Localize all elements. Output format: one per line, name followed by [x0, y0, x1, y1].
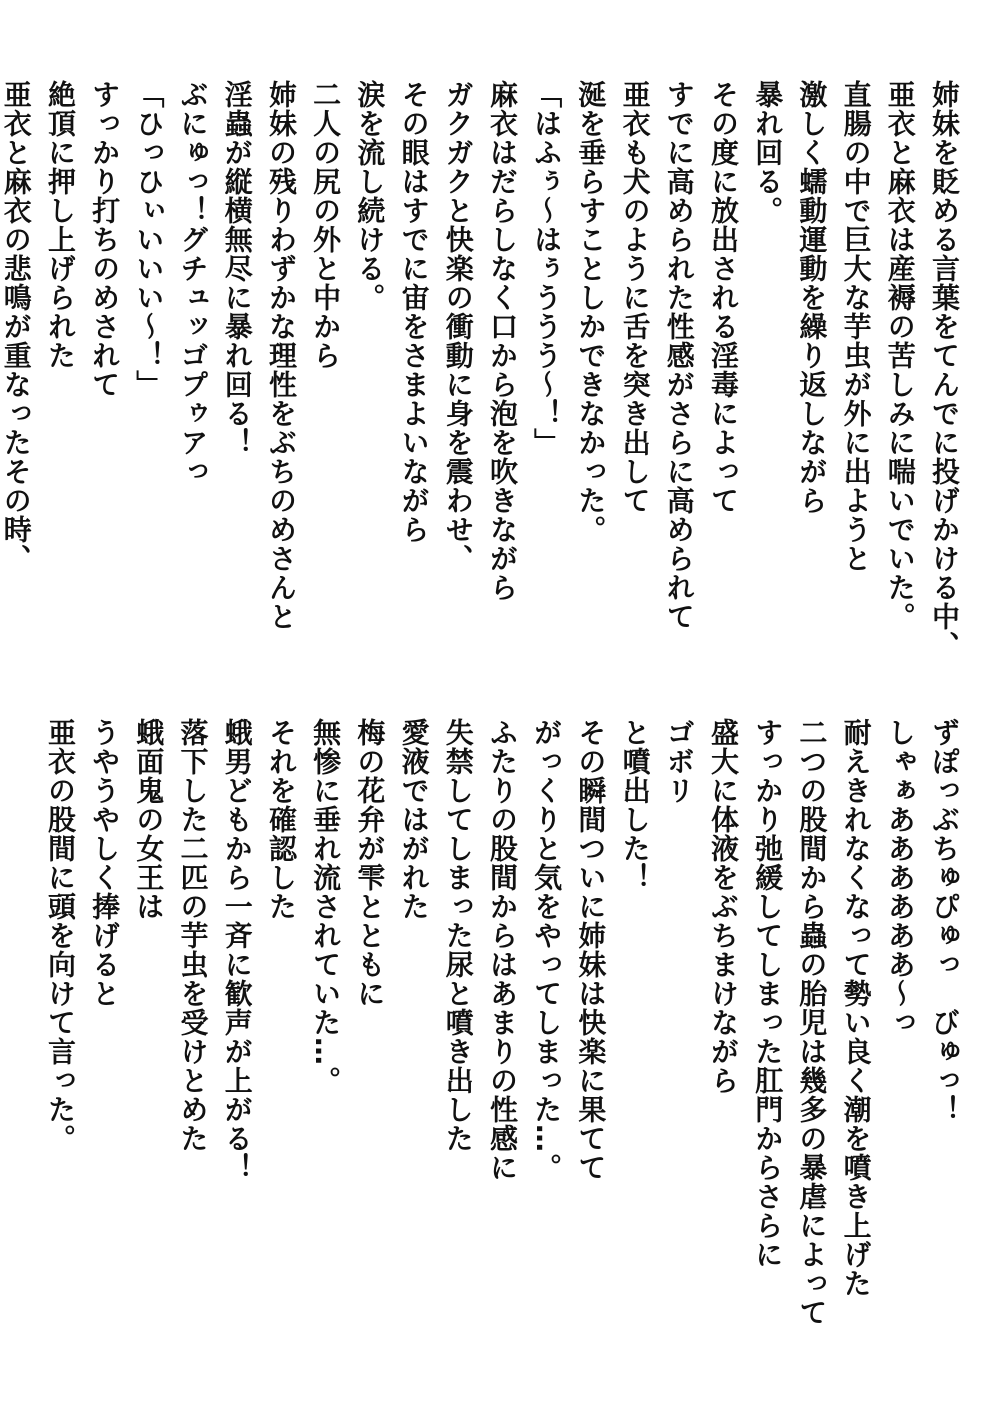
text-line: ふたりの股間からはあまりの性感に [485, 718, 519, 1182]
text-line: と噴出した！ [618, 718, 652, 892]
text-line: 蛾面鬼の女王は [132, 718, 166, 921]
text-line: 涙を流し続ける。 [353, 80, 387, 312]
text-line: 暴れ回る。 [751, 80, 785, 225]
text-line: すっかり弛緩してしまった肛門からさらに [751, 718, 785, 1269]
text-line: 亜衣も犬のように舌を突き出して [618, 80, 652, 515]
text-line: 蛾男どもから一斉に歓声が上がる！ [220, 718, 254, 1182]
text-line: ずぽっぶちゅぴゅっ びゅっ！ [928, 718, 961, 1124]
text-line: 失禁してしまった尿と噴き出した [441, 718, 475, 1153]
text-line: 激しく蠕動運動を繰り返しながら [795, 80, 829, 515]
text-line: 「ひっひぃいいい～！」 [132, 80, 166, 399]
text-line: すっかり打ちのめされて [88, 80, 122, 399]
text-line: 絶頂に押し上げられた [43, 80, 77, 370]
text-line: その眼はすでに宙をさまよいながら [397, 80, 431, 544]
text-line: すでに高められた性感がさらに高められて [662, 80, 696, 631]
text-line: それを確認した [264, 718, 298, 921]
text-line: 亜衣と麻衣は産褥の苦しみに喘いでいた。 [883, 80, 917, 631]
text-line: 淫蟲が縦横無尽に暴れ回る！ [220, 80, 254, 457]
text-line: 亜衣の股間に頭を向けて言った。 [43, 718, 77, 1153]
text-line: 愛液ではがれた [397, 718, 431, 921]
text-line: 落下した二匹の芋虫を受けとめた [176, 718, 210, 1153]
text-line: 姉妹の残りわずかな理性をぶちのめさんと [264, 80, 298, 631]
text-line: 直腸の中で巨大な芋虫が外に出ようと [839, 80, 873, 573]
text-line: がっくりと気をやってしまった…。 [530, 718, 564, 1182]
text-line: 涎を垂らすことしかできなかった。 [574, 80, 608, 544]
text-line: 無惨に垂れ流されていた…。 [309, 718, 343, 1095]
text-line: しゃぁああああああ～っ [883, 718, 917, 1037]
text-line: ガクガクと快楽の衝動に身を震わせ、 [441, 80, 475, 573]
text-line: その度に放出される淫毒によって [706, 80, 740, 515]
text-line: 麻衣はだらしなく口から泡を吹きながら [485, 80, 519, 602]
text-line: うやうやしく捧げると [88, 718, 122, 1008]
text-line: その瞬間ついに姉妹は快楽に果てて [574, 718, 608, 1182]
narration-block-top [0, 80, 966, 660]
text-line: 盛大に体液をぶちまけながら [706, 718, 740, 1095]
narration-block-bottom [38, 718, 966, 1327]
text-line: 二人の尻の外と中から [309, 80, 343, 370]
text-line: 耐えきれなくなって勢い良く潮を噴き上げた [839, 718, 873, 1298]
text-line: ゴボリ [662, 718, 696, 805]
text-line: ぶにゅっ！グチュッゴプゥアっ [176, 80, 210, 486]
text-line: 梅の花弁が雫とともに [353, 718, 387, 1008]
text-line: 姉妹を貶める言葉をてんでに投げかける中、 [928, 80, 961, 660]
text-line: 二つの股間から蟲の胎児は幾多の暴虐によって [795, 718, 829, 1327]
text-line: 亜衣と麻衣の悲鳴が重なったその時、 [0, 80, 33, 573]
text-line: 「はふぅ～はぅううう～！」 [530, 80, 564, 457]
